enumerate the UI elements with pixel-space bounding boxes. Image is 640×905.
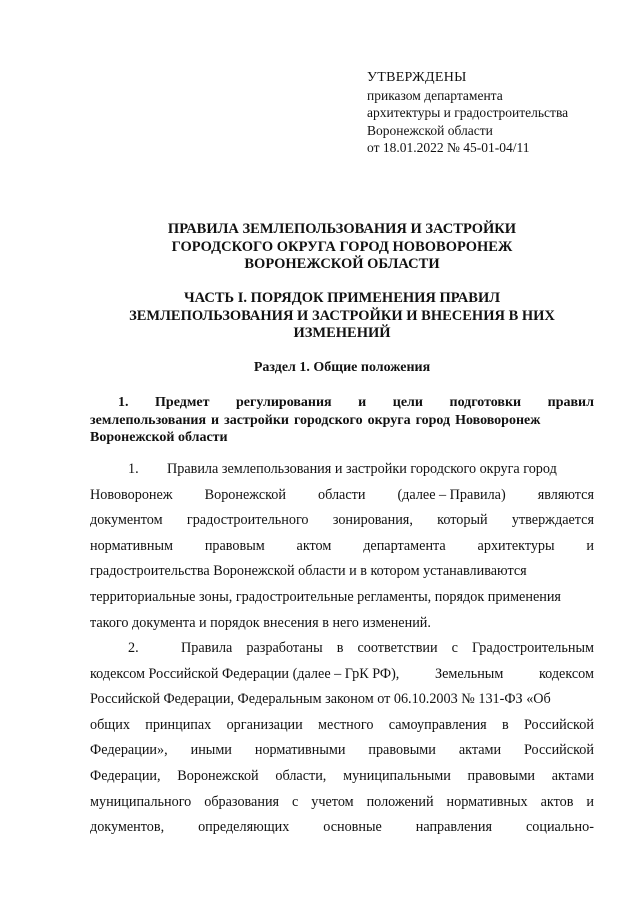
paragraph-line [90, 483, 594, 509]
section-title: Раздел 1. Общие положения [253, 360, 431, 375]
paragraph-line [90, 764, 594, 790]
paragraph-text: Федерации, [90, 767, 161, 784]
paragraph-text: департамента [363, 537, 446, 554]
paragraph-text: правовыми [368, 742, 436, 759]
approval-stamp [367, 69, 568, 157]
paragraph-2 [90, 636, 594, 841]
paragraph-text: нормативными [254, 742, 346, 759]
paragraph-text: Правила землепользования и застройки городского округа город [167, 461, 557, 477]
paragraph-text: Нововоронеж [90, 486, 173, 503]
paragraph-text: направления [415, 819, 493, 836]
paragraph-text: иными [190, 742, 232, 759]
paragraph-line [90, 559, 594, 585]
paragraph-text: и [586, 793, 594, 810]
paragraph-line [90, 585, 594, 611]
paragraph-text: в [336, 640, 344, 656]
paragraph-text: в [502, 716, 509, 733]
paragraph-text: который [437, 512, 488, 529]
part-title [90, 290, 594, 343]
paragraph-text: Российской [524, 716, 594, 733]
paragraph-text: Воронежской [204, 486, 286, 503]
paragraph-text: области, [275, 767, 327, 784]
paragraph-text: территориальные зоны, градостроительные регламенты, порядок применения [90, 588, 561, 605]
part-title-line: ЗЕМЛЕПОЛЬЗОВАНИЯ И ЗАСТРОЙКИ И ВНЕСЕНИЯ В НИХ [129, 307, 555, 324]
subject-word: правил [547, 395, 594, 410]
paragraph-text: определяющих [198, 819, 290, 836]
approval-line: от 18.01.2022 № 45-01-04/11 [367, 140, 530, 155]
paragraph-text: правовым [204, 537, 265, 554]
paragraph-text: общих [90, 716, 130, 733]
subject-word: Предмет [155, 395, 210, 410]
subject-word: и [358, 395, 367, 410]
document-title [90, 221, 594, 274]
paragraph-text: зонирования, [332, 512, 413, 529]
paragraph-text: правовыми [467, 767, 536, 784]
paragraph-text: нормативных [446, 793, 528, 810]
paragraph-text: учетом [311, 793, 354, 810]
subject-word: подготовки [449, 395, 522, 410]
paragraph-text: принципах [145, 716, 212, 733]
paragraph-text: положений [366, 793, 434, 810]
paragraph-text: Правила [181, 640, 233, 656]
approval-line: приказом департамента [367, 87, 503, 103]
paragraph-text: (далее – Правила) [397, 486, 506, 503]
paragraph-text: самоуправления [388, 716, 487, 733]
paragraph-text: разработаны [246, 640, 323, 656]
approval-line: архитектуры и градостроительства [367, 105, 569, 120]
paragraph-text: муниципальными [343, 767, 451, 784]
paragraph-text: кодексом [538, 665, 594, 682]
title-line: ПРАВИЛА ЗЕМЛЕПОЛЬЗОВАНИЯ И ЗАСТРОЙКИ [167, 221, 517, 237]
paragraph-text: актами [551, 767, 594, 784]
paragraph-text: и [586, 537, 594, 554]
paragraph-line [90, 636, 594, 662]
paragraph-text: Воронежской [177, 767, 259, 784]
subject-word: цели [392, 395, 423, 410]
title-line: ВОРОНЕЖСКОЙ ОБЛАСТИ [244, 256, 440, 272]
paragraph-line [90, 534, 594, 560]
paragraph-number: 1. [128, 461, 139, 477]
paragraph-text: с [451, 640, 458, 656]
part-title-line: ИЗМЕНЕНИЙ [293, 325, 391, 341]
subject-word: 1. [118, 395, 129, 410]
paragraph-text: местного [318, 716, 374, 733]
paragraph-text: Российской Федерации, Федеральным законом от 06.10.2003 № 131-ФЗ «Об [90, 691, 551, 708]
paragraph-text: являются [537, 486, 594, 503]
subject-heading-line: землепользования и застройки городского округа город Нововоронеж [90, 412, 541, 428]
paragraph-text: образования [204, 793, 280, 810]
paragraph-text: соответствии [357, 640, 438, 656]
paragraph-text: основные [323, 819, 382, 836]
paragraph-1 [90, 457, 594, 636]
paragraph-text: области [318, 486, 366, 503]
paragraph-text: Градостроительным [472, 640, 594, 656]
paragraph-number: 2. [128, 640, 139, 656]
paragraph-text: Земельным [434, 665, 504, 682]
paragraph-text: Российской [524, 742, 594, 759]
paragraph-text: организации [226, 716, 303, 733]
paragraph-line [90, 790, 594, 816]
paragraph-text: Федерации», [90, 742, 168, 759]
paragraph-line [90, 738, 594, 764]
approval-line: Воронежской области [367, 122, 493, 138]
paragraph-text: с [292, 793, 299, 810]
paragraph-text: актом [296, 537, 332, 554]
paragraph-text: архитектуры [477, 537, 555, 554]
subject-heading-line [90, 394, 594, 412]
paragraph-line [90, 662, 594, 688]
paragraph-text: муниципального [90, 793, 192, 810]
subject-word: регулирования [235, 395, 332, 410]
paragraph-line [90, 508, 594, 534]
paragraph-text: такого документа и порядок внесения в него изменений. [90, 614, 431, 631]
paragraph-text: актов [540, 793, 574, 810]
paragraph-text: социально- [525, 819, 594, 836]
subject-heading [90, 394, 594, 447]
title-line: ГОРОДСКОГО ОКРУГА ГОРОД НОВОВОРОНЕЖ [171, 238, 513, 255]
paragraph-text: нормативным [90, 537, 173, 554]
paragraph-line [90, 687, 594, 713]
paragraph-text: утверждается [511, 512, 594, 529]
paragraph-text: документов, [90, 819, 165, 836]
paragraph-text: кодексом Российской Федерации (далее – ГрК РФ), [90, 665, 400, 682]
subject-heading-line: Воронежской области [90, 430, 228, 445]
paragraph-text: документом [90, 512, 163, 529]
paragraph-text: актами [458, 742, 502, 759]
paragraph-text: градостроительного [186, 512, 309, 529]
paragraph-line [90, 713, 594, 739]
paragraph-line [90, 611, 594, 637]
paragraph-line [90, 457, 594, 483]
part-title-line: ЧАСТЬ I. ПОРЯДОК ПРИМЕНЕНИЯ ПРАВИЛ [183, 290, 501, 306]
paragraph-text: градостроительства Воронежской области и в котором устанавливаются [90, 563, 527, 580]
approval-heading: УТВЕРЖДЕНЫ [367, 70, 467, 85]
paragraph-line [90, 815, 594, 841]
